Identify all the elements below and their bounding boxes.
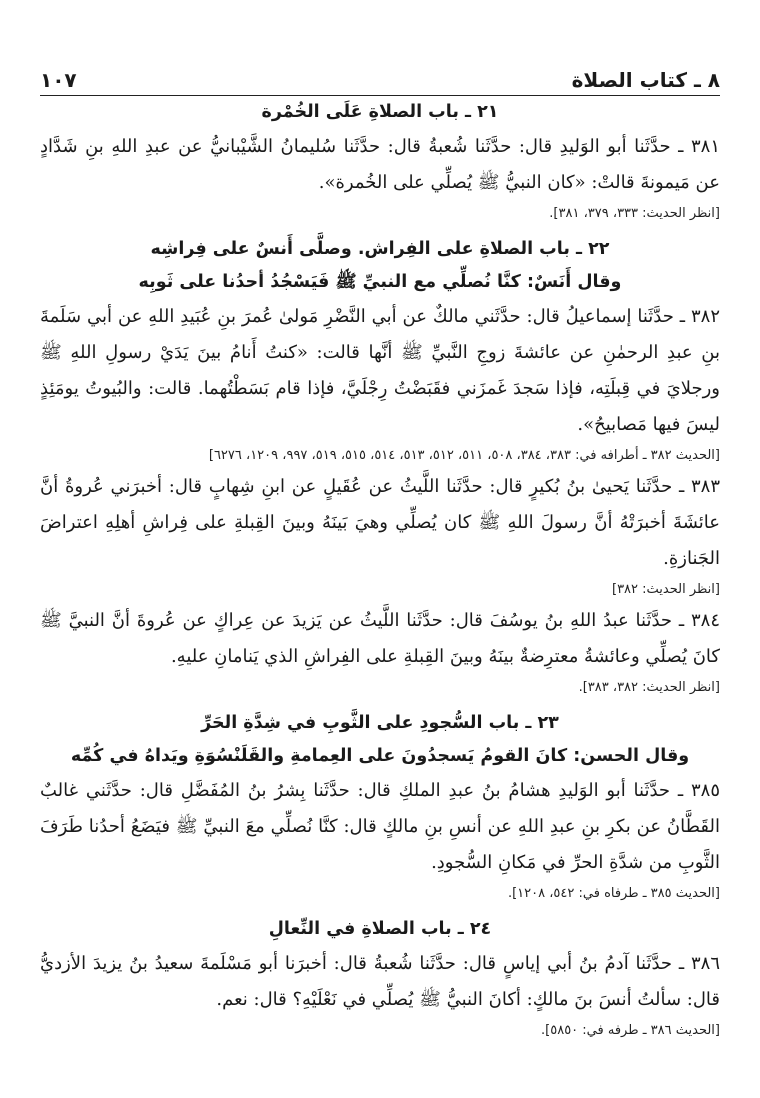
section-gap	[40, 1044, 720, 1050]
chapter-section	[40, 96, 720, 233]
page	[40, 62, 720, 1050]
hadith-reference: [انظر الحديث: ٣٨٢، ٣٨٣].	[578, 680, 720, 695]
hadith-text: ٣٨٤ ـ حدَّثَنا عبدُ اللهِ بنُ يوسُفَ قال: حدَّثَنا اللَّيثُ عن يَزيدَ عن عِراكٍ عن عُروةَ أنَّ النبيَّ ﷺ كانَ يُصلِّي وعائشةُ معترِضةٌ بينَهُ وبينَ القِبلةِ على الفِراشِ الذي يَنامانِ عليهِ.	[40, 610, 720, 667]
hadith-text: ٣٨٢ ـ حدَّثَنا إسماعيلُ قال: حدَّثَني مالكٌ عن أبي النَّضْرِ مَولىٰ عُمرَ بنِ عُبَيدِ اللهِ عن أبي سَلَمةَ بنِ عبدِ الرحمٰنِ عن عائشةَ زوجِ النَّبيِّ ﷺ أنَّها قالت: «كنتُ أَنامُ بينَ يَدَيْ رسولِ اللهِ ﷺ ورجلايَ في قِبلَتِه، فإذا سَجدَ غَمزَني فقَبَضْتُ رِجْلَيَّ، فإذا قام بَسَطْتُهما. قالت: والبُيوتُ يومَئِذٍ ليسَ فيها مَصابيحُ».	[40, 306, 720, 435]
section-heading: وقال أَنَسٌ: كنَّا نُصلِّي مع النبيِّ ﷺ فَيَسْجُدُ أحدُنا على ثَوبِه	[138, 272, 622, 292]
hadith-text: ٣٨٥ ـ حدَّثَنا أبو الوَليدِ هشامُ بنُ عبدِ الملكِ قال: حدَّثَنا بِشرُ بنُ المُفَضَّلِ قال: حدَّثَني غالبٌ القَطَّانُ عن بكرِ بنِ عبدِ اللهِ عن أنسِ بنِ مالكٍ قال: كنَّا نُصلِّي معَ النبيِّ ﷺ فيَضَعُ أحدُنا طَرَفَ الثَّوبِ من شدَّةِ الحرِّ في مَكانِ السُّجودِ.	[40, 780, 720, 873]
hadith-text: ٣٨٦ ـ حدَّثَنا آدمُ بنُ أبي إياسٍ قال: حدَّثَنا شُعبةُ قال: أخبرَنا أبو مَسْلَمةَ سعيدُ بنُ يزيدَ الأزديُّ قال: سألتُ أنسَ بنَ مالكٍ: أكانَ النبيُّ ﷺ يُصلِّي في نَعْلَيْهِ؟ قال: نعم.	[40, 953, 720, 1010]
page-header	[40, 62, 720, 96]
chapter-section	[40, 233, 720, 707]
hadith-reference: [الحديث ٣٨٥ ـ طرفاه في: ٥٤٢، ١٢٠٨].	[507, 886, 720, 901]
chapter-title: ٨ ـ كتاب الصلاة	[571, 68, 720, 92]
content	[40, 96, 720, 1050]
section-heading: ٢٤ ـ باب الصلاةِ في النِّعالِ	[268, 919, 492, 939]
section-heading: ٢٣ ـ باب السُّجودِ على الثَّوبِ في شِدَّةِ الحَرِّ	[201, 713, 559, 733]
hadith-reference: [الحديث ٣٨٦ ـ طرفه في: ٥٨٥٠].	[541, 1023, 720, 1038]
section-heading: وقال الحسن: كانَ القومُ يَسجدُونَ على العِمامةِ والقَلَنْسُوَةِ ويَداهُ في كُمِّه	[70, 746, 690, 766]
section-heading: ٢١ ـ باب الصلاةِ عَلَى الخُمْرة	[261, 102, 499, 122]
hadith-text: ٣٨٣ ـ حدَّثَنا يَحيىٰ بنُ بُكيرٍ قال: حدَّثَنا اللَّيثُ عن عُقَيلٍ عن ابنِ شِهابٍ قال: أخبرَني عُروةُ أنَّ عائشَةَ أخبرَتْهُ أنَّ رسولَ اللهِ ﷺ كان يُصلِّي وهيَ بَينَهُ وبينَ القِبلةِ على فِراشِ أهلِهِ اعتراضَ الجَنازةِ.	[40, 476, 720, 569]
chapter-section	[40, 707, 720, 913]
hadith-reference: [انظر الحديث: ٣٨٢]	[612, 582, 720, 597]
section-heading: ٢٢ ـ باب الصلاةِ على الفِراش. وصلَّى أَنسٌ على فِراشِه	[150, 239, 610, 259]
page-number: ١٠٧	[40, 68, 77, 92]
hadith-text: ٣٨١ ـ حدَّثَنا أبو الوَليدِ قال: حدَّثَنا شُعبةُ قال: حدَّثَنا سُليمانُ الشَّيْبانيُّ عن عبدِ اللهِ بنِ شَدَّادٍ عن مَيمونةَ قالتْ: «كان النبيُّ ﷺ يُصلِّي على الخُمرة».	[40, 136, 720, 193]
hadith-reference: [انظر الحديث: ٣٣٣، ٣٧٩، ٣٨١].	[549, 206, 720, 221]
chapter-section	[40, 913, 720, 1050]
hadith-reference: [الحديث ٣٨٢ ـ أطرافه في: ٣٨٣، ٣٨٤، ٥٠٨، ٥١١، ٥١٢، ٥١٣، ٥١٤، ٥١٥، ٥١٩، ٩٩٧، ١٢٠٩، ٦٢٧٦]	[208, 448, 720, 463]
